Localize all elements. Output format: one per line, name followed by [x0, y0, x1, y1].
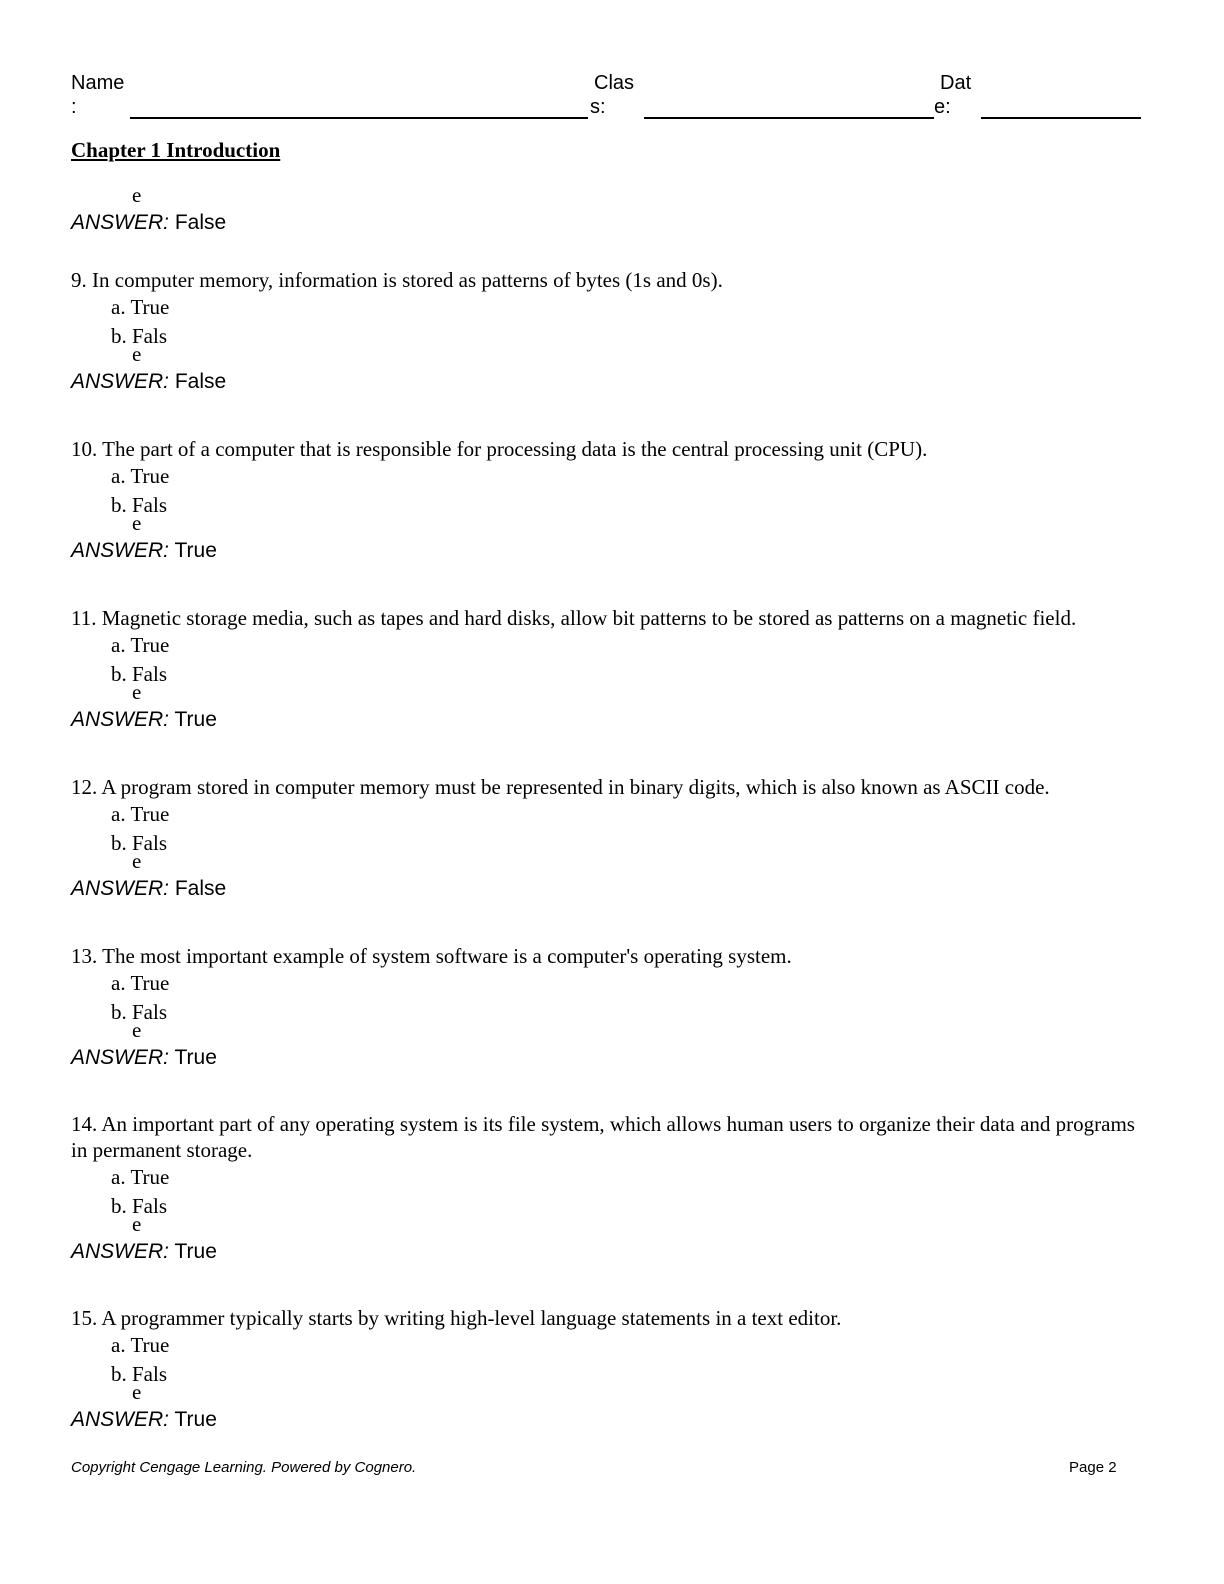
- question-stem: 10. The part of a computer that is responsible for processing data is the central processing unit (CPU).: [71, 437, 928, 461]
- option-a[interactable]: a. True: [111, 1165, 170, 1189]
- question-stem: 9. In computer memory, information is stored as patterns of bytes (1s and 0s).: [71, 268, 723, 292]
- answer-value: True: [174, 1240, 217, 1263]
- answer-value: True: [174, 708, 217, 731]
- question-item: [71, 774, 1151, 904]
- answer-value: True: [174, 1408, 217, 1431]
- option-wrap-text: e: [132, 342, 142, 366]
- date-label-suffix: e:: [934, 96, 951, 118]
- option-a[interactable]: a. True: [111, 971, 170, 995]
- answer-label: ANSWER:: [71, 1408, 170, 1431]
- answer-label: ANSWER:: [71, 877, 170, 900]
- answer-line: [71, 705, 1151, 735]
- answer-label: ANSWER:: [71, 211, 170, 234]
- class-label-suffix: s:: [590, 96, 606, 118]
- answer-label: ANSWER:: [71, 539, 170, 562]
- answer-label: ANSWER:: [71, 1046, 170, 1069]
- date-label: Dat: [940, 72, 972, 94]
- answer-value: False: [174, 370, 227, 393]
- question-stem: 12. A program stored in computer memory must be represented in binary digits, which is also known as ASCII code.: [71, 775, 1050, 799]
- option-wrap-text: e: [132, 1212, 142, 1236]
- answer-value: False: [174, 877, 227, 900]
- answer-line: [71, 536, 1151, 566]
- answer-label: ANSWER:: [71, 708, 170, 731]
- footer-copyright: Copyright Cengage Learning. Powered by Cognero.: [71, 1459, 417, 1476]
- option-wrap-text: e: [132, 1380, 142, 1404]
- option-a[interactable]: a. True: [111, 1333, 170, 1357]
- answer-value: True: [174, 1046, 217, 1069]
- option-wrap-text: e: [132, 680, 142, 704]
- option-wrap-text: e: [132, 511, 142, 535]
- option-wrap-text: e: [132, 1018, 142, 1042]
- answer-value: False: [174, 211, 227, 234]
- question-item: [71, 436, 1151, 566]
- option-a[interactable]: a. True: [111, 464, 170, 488]
- option-b[interactable]: b. Fals: [111, 493, 168, 517]
- name-field-line[interactable]: [130, 117, 588, 119]
- chapter-title: Chapter 1 Introduction: [71, 138, 281, 162]
- name-label: Name: [71, 72, 125, 94]
- footer-page-number: Page 2: [1069, 1459, 1117, 1476]
- option-a[interactable]: a. True: [111, 295, 170, 319]
- option-a[interactable]: a. True: [111, 802, 170, 826]
- option-b[interactable]: b. Fals: [111, 1362, 168, 1386]
- answer-line: [71, 1237, 1151, 1267]
- question-stem: 11. Magnetic storage media, such as tapes and hard disks, allow bit patterns to be stored as patterns on a magnetic field.: [71, 606, 1077, 630]
- question-stem: 15. A programmer typically starts by writing high-level language statements in a text editor.: [71, 1306, 842, 1330]
- carryover-block: [71, 182, 1151, 238]
- question-stem: 13. The most important example of system software is a computer's operating system.: [71, 944, 792, 968]
- option-b[interactable]: b. Fals: [111, 324, 168, 348]
- option-a[interactable]: a. True: [111, 633, 170, 657]
- date-field-line[interactable]: [981, 117, 1141, 119]
- option-b[interactable]: b. Fals: [111, 1194, 168, 1218]
- class-field-line[interactable]: [644, 117, 934, 119]
- answer-line: [71, 1043, 1151, 1073]
- answer-line: [71, 367, 1151, 397]
- option-wrap-text: e: [132, 183, 142, 207]
- answer-line: [71, 874, 1151, 904]
- question-item: [71, 605, 1151, 735]
- question-item: [71, 1111, 1151, 1267]
- class-label: Clas: [594, 72, 635, 94]
- answer-label: ANSWER:: [71, 370, 170, 393]
- question-item: [71, 267, 1151, 397]
- question-item: [71, 943, 1151, 1073]
- option-b[interactable]: b. Fals: [111, 662, 168, 686]
- answer-line: [71, 208, 1151, 238]
- option-b[interactable]: b. Fals: [111, 1000, 168, 1024]
- answer-line: [71, 1405, 1151, 1435]
- name-label-colon: :: [71, 96, 77, 118]
- option-b[interactable]: b. Fals: [111, 831, 168, 855]
- answer-value: True: [174, 539, 217, 562]
- question-stem: 14. An important part of any operating system is its file system, which allows human users to organize their data and programs in permanent storage.: [71, 1112, 1135, 1162]
- option-wrap-text: e: [132, 849, 142, 873]
- question-item: [71, 1305, 1151, 1435]
- answer-label: ANSWER:: [71, 1240, 170, 1263]
